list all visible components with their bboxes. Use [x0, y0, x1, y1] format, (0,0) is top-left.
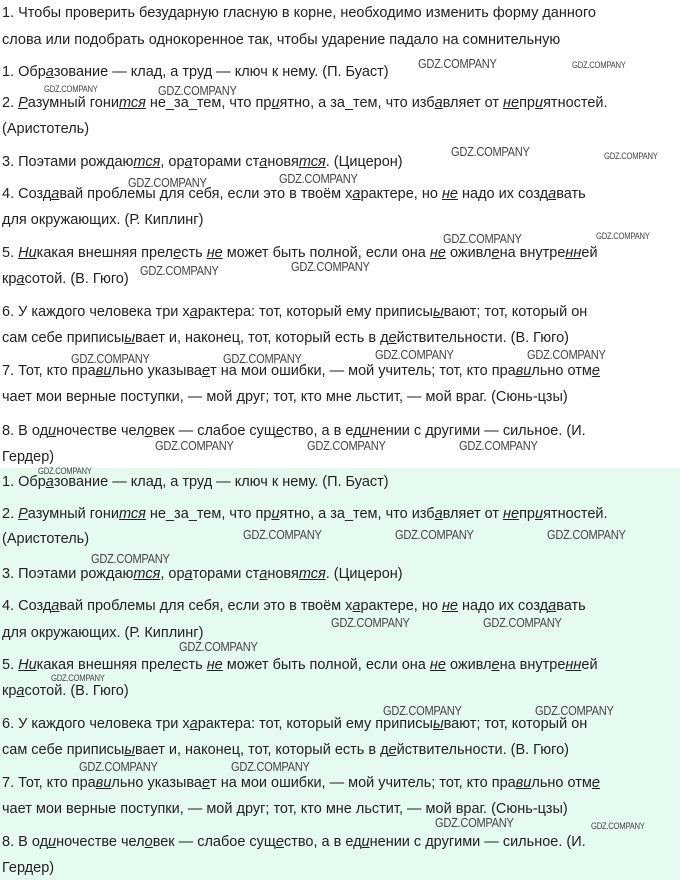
watermark: GDZ.COMPANY [128, 175, 207, 190]
text-segment: вляет от [442, 95, 504, 111]
text-segment: рактере, но [360, 598, 442, 614]
text-segment: 4. Созд [2, 598, 52, 614]
text-segment: , ор [160, 154, 185, 170]
watermark: GDZ.COMPANY [596, 231, 650, 241]
text-line [0, 29, 560, 51]
text-line [0, 831, 586, 853]
spelling-highlight: е [388, 742, 397, 758]
spelling-highlight: и [48, 834, 57, 850]
text-segment: рактера: тот, который ему приписы [197, 304, 433, 320]
text-line [0, 739, 569, 761]
watermark: GDZ.COMPANY [307, 438, 386, 453]
spelling-highlight: тся [118, 95, 146, 111]
watermark: GDZ.COMPANY [604, 151, 658, 161]
text-segment: 1. Обр [2, 64, 46, 80]
text-segment: вает и, наконец, тот, который есть в д [135, 330, 389, 346]
text-segment: вает и, наконец, тот, который есть в д [135, 742, 389, 758]
text-segment: . (Цицерон) [325, 566, 403, 582]
text-line [0, 680, 129, 702]
text-segment: век — слабое сущ [152, 834, 276, 850]
text-line [0, 209, 203, 231]
text-segment: оживл [445, 657, 492, 673]
spelling-highlight: не [503, 95, 520, 111]
text-segment: ство, а в ед [283, 834, 362, 850]
spelling-highlight: е [591, 363, 600, 379]
text-segment: льно отм [531, 363, 592, 379]
spelling-highlight: а [434, 95, 443, 111]
spelling-highlight: о [144, 423, 153, 439]
text-segment: 7. Тот, кто пра [2, 363, 96, 379]
text-segment: 3. Поэтами рождаю [2, 154, 134, 170]
text-segment: новя [267, 154, 299, 170]
spelling-highlight: а [548, 598, 557, 614]
spelling-highlight: Р [18, 506, 28, 522]
text-line [0, 2, 596, 24]
text-segment: 3. Поэтами рождаю [2, 566, 134, 582]
text-segment: ство, а в ед [283, 423, 362, 439]
text-line [0, 327, 569, 349]
text-segment: надо их созд [457, 186, 549, 202]
watermark: GDZ.COMPANY [451, 144, 530, 159]
spelling-highlight: а [45, 474, 54, 490]
watermark: GDZ.COMPANY [435, 815, 514, 830]
text-line [0, 268, 129, 290]
spelling-highlight: и [271, 95, 280, 111]
spelling-highlight: о [144, 834, 153, 850]
text-segment: Гердер) [2, 449, 55, 465]
text-segment: какая внешняя прел [36, 657, 174, 673]
text-segment: кр [2, 683, 17, 699]
text-segment: (Аристотель) [2, 531, 90, 547]
text-segment: слова или подобрать однокоренное так, чтобы ударение падало на сомнительную [2, 32, 561, 48]
text-segment: азумный гони [27, 506, 119, 522]
spelling-highlight: а [184, 566, 193, 582]
text-line [0, 772, 600, 794]
text-segment: льно указыва [111, 363, 202, 379]
text-line [0, 301, 587, 323]
watermark: GDZ.COMPANY [395, 527, 474, 542]
text-line [0, 595, 586, 617]
text-segment: зование — клад, а труд — ключ к нему. (П. Буаст) [53, 474, 389, 490]
text-segment: для окружающих. (Р. Киплинг) [2, 625, 204, 641]
spelling-highlight: не [441, 598, 458, 614]
text-segment: не_за_тем, что пр [145, 506, 272, 522]
text-segment: чает мои верные поступки, — мой друг; тот, кто мне льстит, — мой враг. (Сюнь-цзы) [2, 389, 568, 405]
watermark: GDZ.COMPANY [155, 438, 234, 453]
text-segment: сотой. (В. Гюго) [24, 683, 129, 699]
spelling-highlight: а [189, 304, 198, 320]
text-segment: век — слабое сущ [152, 423, 276, 439]
spelling-highlight: Р [18, 95, 28, 111]
text-segment: 6. У каждого человека три х [2, 304, 190, 320]
text-segment: сам себе приписы [2, 330, 125, 346]
text-segment: 4. Созд [2, 186, 52, 202]
text-segment: 2. [2, 506, 19, 522]
spelling-highlight: а [189, 716, 198, 732]
watermark: GDZ.COMPANY [243, 527, 322, 542]
text-segment: 8. В од [2, 423, 49, 439]
spelling-highlight: ви [95, 775, 112, 791]
spelling-highlight: е [202, 363, 211, 379]
text-segment: (Аристотель) [2, 121, 90, 137]
watermark: GDZ.COMPANY [459, 438, 538, 453]
spelling-highlight: ви [515, 363, 532, 379]
spelling-highlight: ви [95, 363, 112, 379]
spelling-highlight: Ни [18, 657, 37, 673]
spelling-highlight: е [591, 775, 600, 791]
spelling-highlight: не [429, 657, 446, 673]
spelling-highlight: ы [432, 716, 444, 732]
text-line [0, 713, 587, 735]
spelling-highlight: е [388, 330, 397, 346]
spelling-highlight: ы [432, 304, 444, 320]
spelling-highlight: тся [298, 566, 326, 582]
text-segment: сть [181, 657, 207, 673]
spelling-highlight: ви [515, 775, 532, 791]
spelling-highlight: ы [124, 742, 136, 758]
text-segment: какая внешняя прел [36, 245, 174, 261]
text-segment: льно указыва [111, 775, 202, 791]
watermark: GDZ.COMPANY [547, 527, 626, 542]
text-segment: йствительности. (В. Гюго) [396, 742, 569, 758]
watermark: GDZ.COMPANY [38, 466, 92, 476]
watermark: GDZ.COMPANY [375, 347, 454, 362]
text-segment: т на мои ошибки, — мой учитель; тот, кто пра [210, 775, 516, 791]
text-segment: Гердер) [2, 860, 55, 876]
text-segment: ятно, а за_тем, что изб [279, 506, 435, 522]
watermark: GDZ.COMPANY [51, 673, 105, 683]
watermark: GDZ.COMPANY [383, 703, 462, 718]
text-line [0, 563, 403, 585]
spelling-highlight: и [361, 834, 370, 850]
text-line [0, 622, 203, 644]
watermark: GDZ.COMPANY [535, 703, 614, 718]
spelling-highlight: нн [565, 657, 582, 673]
text-segment: оживл [445, 245, 492, 261]
text-segment: 2. [2, 95, 19, 111]
text-segment: . (Цицерон) [325, 154, 403, 170]
text-line [0, 183, 586, 205]
watermark: GDZ.COMPANY [291, 259, 370, 274]
text-segment: на внутре [499, 657, 566, 673]
watermark: GDZ.COMPANY [223, 351, 302, 366]
text-segment: не_за_тем, что пр [145, 95, 272, 111]
spelling-highlight: а [51, 598, 60, 614]
spelling-highlight: не [206, 245, 223, 261]
watermark: GDZ.COMPANY [572, 60, 626, 70]
text-line [0, 386, 568, 408]
spelling-highlight: не [429, 245, 446, 261]
text-segment: может быть полной, если она [222, 245, 430, 261]
spelling-highlight: не [503, 506, 520, 522]
text-line [0, 92, 608, 114]
text-segment: чает мои верные поступки, — мой друг; тот, кто мне льстит, — мой враг. (Сюнь-цзы) [2, 801, 568, 817]
watermark: GDZ.COMPANY [158, 83, 237, 98]
text-segment: ятностей. [543, 95, 608, 111]
spelling-highlight: ы [124, 330, 136, 346]
text-line [0, 61, 389, 83]
watermark: GDZ.COMPANY [527, 347, 606, 362]
text-segment: кр [2, 271, 17, 287]
spelling-highlight: тся [133, 154, 161, 170]
watermark: GDZ.COMPANY [44, 84, 98, 94]
text-segment: торами ст [192, 154, 260, 170]
text-segment: пр [519, 506, 535, 522]
spelling-highlight: а [352, 186, 361, 202]
text-segment: новя [267, 566, 299, 582]
text-line [0, 503, 608, 525]
text-line [0, 528, 89, 550]
text-segment: рактере, но [360, 186, 442, 202]
spelling-highlight: а [548, 186, 557, 202]
text-segment: вают; тот, который он [443, 716, 588, 732]
watermark: GDZ.COMPANY [591, 821, 645, 831]
text-segment: для окружающих. (Р. Киплинг) [2, 212, 204, 228]
text-segment: на внутре [499, 245, 566, 261]
text-segment: вляет от [442, 506, 504, 522]
watermark: GDZ.COMPANY [231, 759, 310, 774]
text-segment: 6. У каждого человека три х [2, 716, 190, 732]
spelling-highlight: Ни [18, 245, 37, 261]
text-segment: надо их созд [457, 598, 549, 614]
text-segment: может быть полной, если она [222, 657, 430, 673]
spelling-highlight: е [173, 657, 182, 673]
text-segment: вают; тот, который он [443, 304, 588, 320]
text-segment: нении с другими — сильное. (И. [369, 423, 586, 439]
text-segment: ей [581, 657, 598, 673]
spelling-highlight: и [535, 506, 544, 522]
spelling-highlight: а [51, 186, 60, 202]
spelling-highlight: тся [133, 566, 161, 582]
text-segment: сам себе приписы [2, 742, 125, 758]
text-segment: азумный гони [27, 95, 119, 111]
spelling-highlight: а [352, 598, 361, 614]
text-segment: ночестве чел [56, 423, 145, 439]
spelling-highlight: а [259, 154, 268, 170]
watermark: GDZ.COMPANY [79, 759, 158, 774]
watermark: GDZ.COMPANY [91, 551, 170, 566]
text-segment: льно отм [531, 775, 592, 791]
text-segment: вать [556, 598, 586, 614]
watermark: GDZ.COMPANY [483, 615, 562, 630]
text-segment: 5. [2, 245, 19, 261]
watermark: GDZ.COMPANY [71, 351, 150, 366]
text-segment: т на мои ошибки, — мой учитель; тот, кто пра [210, 363, 516, 379]
text-segment: торами ст [192, 566, 260, 582]
text-segment: 1. Обр [2, 474, 46, 490]
text-segment: нении с другими — сильное. (И. [369, 834, 586, 850]
spelling-highlight: е [491, 245, 500, 261]
text-segment: ночестве чел [56, 834, 145, 850]
spelling-highlight: не [441, 186, 458, 202]
spelling-highlight: е [202, 775, 211, 791]
spelling-highlight: а [16, 271, 25, 287]
spelling-highlight: и [271, 506, 280, 522]
spelling-highlight: е [173, 245, 182, 261]
text-segment: 7. Тот, кто пра [2, 775, 96, 791]
watermark: GDZ.COMPANY [140, 263, 219, 278]
spelling-highlight: а [184, 154, 193, 170]
spelling-highlight: тся [118, 506, 146, 522]
text-segment: ятно, а за_тем, что изб [279, 95, 435, 111]
spelling-highlight: не [206, 657, 223, 673]
text-segment: ей [581, 245, 598, 261]
text-segment: вай проблемы для себя, если это в твоём х [59, 598, 353, 614]
text-line [0, 151, 403, 173]
text-segment: зование — клад, а труд — ключ к нему. (П. Буаст) [53, 64, 389, 80]
spelling-highlight: и [535, 95, 544, 111]
text-segment: 8. В од [2, 834, 49, 850]
spelling-highlight: а [16, 683, 25, 699]
spelling-highlight: е [275, 834, 284, 850]
spelling-highlight: нн [565, 245, 582, 261]
text-segment: пр [519, 95, 535, 111]
text-segment: рактера: тот, который ему приписы [197, 716, 433, 732]
text-line [0, 446, 54, 468]
spelling-highlight: и [361, 423, 370, 439]
watermark: GDZ.COMPANY [279, 171, 358, 186]
spelling-highlight: е [491, 657, 500, 673]
watermark: GDZ.COMPANY [179, 639, 258, 654]
text-segment: 5. [2, 657, 19, 673]
text-line [0, 118, 89, 140]
watermark: GDZ.COMPANY [418, 56, 497, 71]
watermark: GDZ.COMPANY [331, 615, 410, 630]
spelling-highlight: а [45, 64, 54, 80]
text-segment: 1. Чтобы проверить безударную гласную в корне, необходимо изменить форму данного [2, 5, 596, 21]
text-segment: ятностей. [543, 506, 608, 522]
watermark: GDZ.COMPANY [443, 231, 522, 246]
text-segment: , ор [160, 566, 185, 582]
text-segment: вать [556, 186, 586, 202]
text-line [0, 857, 54, 879]
text-segment: сть [181, 245, 207, 261]
spelling-highlight: а [259, 566, 268, 582]
text-segment: йствительности. (В. Гюго) [396, 330, 569, 346]
text-segment: сотой. (В. Гюго) [24, 271, 129, 287]
spelling-highlight: и [48, 423, 57, 439]
spelling-highlight: тся [298, 154, 326, 170]
spelling-highlight: а [434, 506, 443, 522]
text-segment: вай проблемы для себя, если это в твоём х [59, 186, 353, 202]
spelling-highlight: е [275, 423, 284, 439]
